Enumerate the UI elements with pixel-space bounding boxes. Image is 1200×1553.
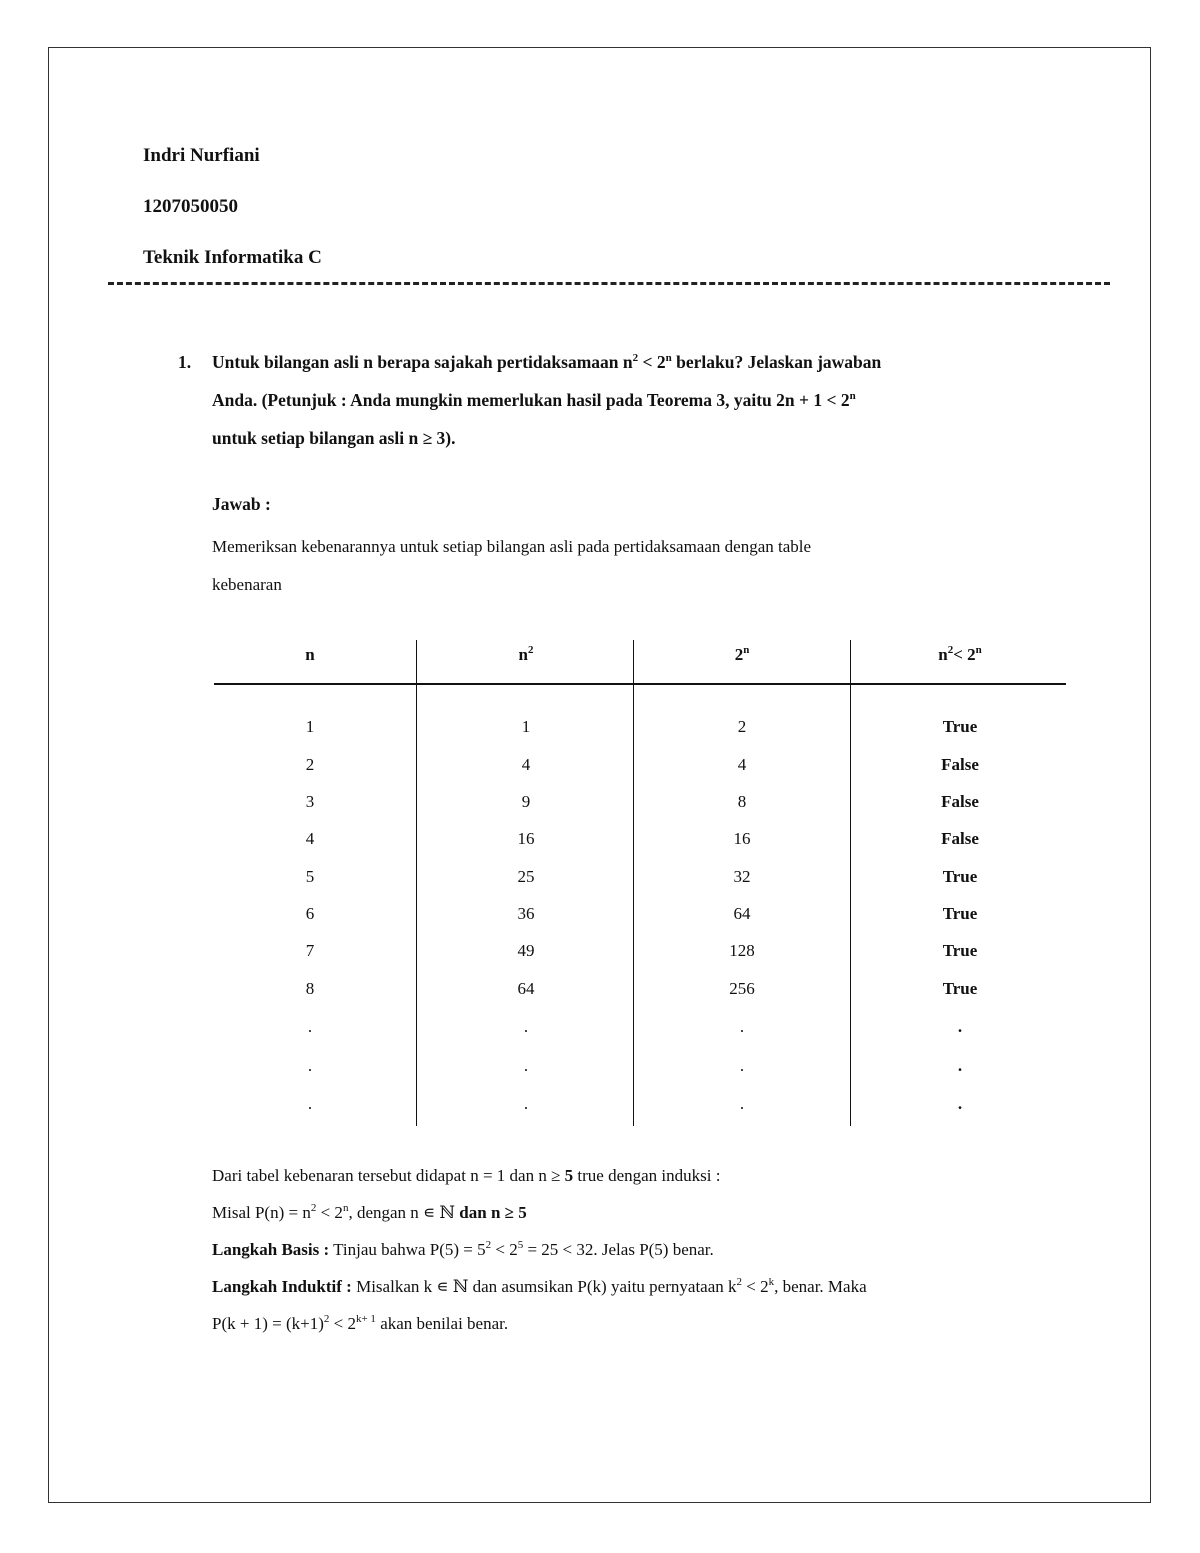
answer-heading: Jawab : xyxy=(212,494,271,514)
cell-n-squared: 25 xyxy=(517,867,535,886)
text: 5 xyxy=(564,1166,574,1185)
cell-two-pow-n: 64 xyxy=(733,904,751,923)
table-column-divider xyxy=(416,640,417,1126)
question-text-part: < 2 xyxy=(638,352,666,372)
question-text xyxy=(212,343,1058,457)
table-header-n xyxy=(210,645,410,665)
explanation-line-4 xyxy=(212,1268,1072,1305)
cell-n-squared: 1 xyxy=(521,717,531,736)
question-text-part: Untuk bilangan asli n berapa sajakah pertidaksamaan n xyxy=(212,352,633,372)
superscript: n xyxy=(665,352,672,364)
header-text: n xyxy=(938,645,948,664)
superscript: n xyxy=(342,1202,349,1214)
table-header-two-pow-n xyxy=(642,645,842,665)
separator-line xyxy=(108,282,1110,285)
question-text-part: berlaku? Jelaskan jawaban xyxy=(671,352,882,372)
induction-label: Langkah Induktif : xyxy=(212,1277,352,1296)
superscript: 2 xyxy=(310,1202,317,1214)
cell-two-pow-n: 256 xyxy=(729,979,755,998)
cell-n-squared: 36 xyxy=(517,904,535,923)
cell-two-pow-n: 4 xyxy=(737,755,747,774)
text: = 25 < 32. Jelas P(5) benar. xyxy=(523,1240,714,1259)
cell-n: 4 xyxy=(305,829,315,848)
text: P(k + 1) = (k+1) xyxy=(212,1314,324,1333)
basis-label: Langkah Basis : xyxy=(212,1240,330,1259)
question-line-1 xyxy=(212,343,1058,381)
cell-two-pow-n: 8 xyxy=(737,792,747,811)
cell-n-squared: 16 xyxy=(517,829,535,848)
cell-two-pow-n: 16 xyxy=(733,829,751,848)
superscript: 2 xyxy=(947,644,954,656)
cell-result: False xyxy=(941,792,979,811)
explanation-line-3 xyxy=(212,1231,1072,1268)
answer-intro-line-1: Memeriksan kebenarannya untuk setiap bilangan asli pada pertidaksamaan dengan table xyxy=(212,537,812,556)
cell-two-pow-n: 32 xyxy=(733,867,751,886)
table-header-comparison xyxy=(860,645,1060,665)
superscript: k xyxy=(768,1276,775,1288)
superscript: 2 xyxy=(485,1239,492,1251)
question-number: 1. xyxy=(178,352,192,372)
cell-two-pow-n: 2 xyxy=(737,717,747,736)
superscript: 2 xyxy=(736,1276,743,1288)
cell-result: True xyxy=(942,904,978,923)
cell-n-squared: 9 xyxy=(521,792,531,811)
question-text-part: Anda. (Petunjuk : Anda mungkin memerlukan hasil pada Teorema 3, yaitu 2n + 1 < 2 xyxy=(212,390,850,410)
text: Dari tabel kebenaran tersebut didapat n = 1 dan n ≥ xyxy=(212,1166,565,1185)
text: < 2 xyxy=(316,1203,343,1222)
cell-two-pow-n: . xyxy=(739,1094,745,1113)
cell-n: 6 xyxy=(305,904,315,923)
cell-n: 5 xyxy=(305,867,315,886)
student-name: Indri Nurfiani xyxy=(143,145,260,166)
cell-n: 7 xyxy=(305,941,315,960)
text: dan n ≥ 5 xyxy=(459,1203,527,1222)
table-header-n-squared xyxy=(426,645,626,665)
text: , dengan n ∊ ℕ xyxy=(348,1203,460,1222)
text: Misal P(n) = n xyxy=(212,1203,311,1222)
superscript: 2 xyxy=(323,1313,330,1325)
text: akan benilai benar. xyxy=(375,1314,509,1333)
superscript: n xyxy=(849,390,856,402)
answer-intro-line-2: kebenaran xyxy=(212,575,282,594)
text: Tinjau bahwa P(5) = 5 xyxy=(329,1240,486,1259)
text: true dengan induksi : xyxy=(573,1166,721,1185)
explanation xyxy=(212,1157,1072,1342)
cell-result: False xyxy=(941,755,979,774)
cell-n: 1 xyxy=(305,717,315,736)
cell-result: . xyxy=(957,1094,963,1113)
cell-n: 3 xyxy=(305,792,315,811)
text: < 2 xyxy=(491,1240,518,1259)
text: , benar. Maka xyxy=(774,1277,867,1296)
superscript: 2 xyxy=(632,352,639,364)
cell-two-pow-n: . xyxy=(739,1056,745,1075)
superscript: n xyxy=(975,644,982,656)
cell-n: . xyxy=(307,1056,313,1075)
question-line-3: untuk setiap bilangan asli n ≥ 3). xyxy=(212,428,456,448)
cell-n: . xyxy=(307,1094,313,1113)
explanation-line-5 xyxy=(212,1305,1072,1342)
superscript: n xyxy=(743,644,750,656)
student-id: 1207050050 xyxy=(143,196,238,217)
cell-result: True xyxy=(942,941,978,960)
cell-two-pow-n: 128 xyxy=(729,941,755,960)
program-name: Teknik Informatika C xyxy=(143,247,322,268)
header-text: n xyxy=(305,645,315,664)
cell-result: . xyxy=(957,1017,963,1036)
explanation-line-2 xyxy=(212,1194,1072,1231)
table-header-rule xyxy=(214,683,1066,685)
explanation-line-1 xyxy=(212,1157,1072,1194)
superscript: k+ 1 xyxy=(355,1313,376,1325)
header-text: n xyxy=(518,645,528,664)
cell-result: True xyxy=(942,979,978,998)
cell-two-pow-n: . xyxy=(739,1017,745,1036)
superscript: 5 xyxy=(517,1239,524,1251)
cell-n-squared: . xyxy=(523,1017,529,1036)
cell-result: True xyxy=(942,867,978,886)
header-text: < 2 xyxy=(953,645,976,664)
superscript: 2 xyxy=(527,644,534,656)
cell-n-squared: . xyxy=(523,1056,529,1075)
text: < 2 xyxy=(742,1277,769,1296)
question-line-2 xyxy=(212,381,1058,419)
cell-n-squared: 49 xyxy=(517,941,535,960)
cell-result: . xyxy=(957,1056,963,1075)
header-text: 2 xyxy=(734,645,744,664)
cell-n: . xyxy=(307,1017,313,1036)
answer-intro xyxy=(212,528,1012,604)
cell-result: False xyxy=(941,829,979,848)
cell-n-squared: . xyxy=(523,1094,529,1113)
text: Misalkan k ∊ ℕ dan asumsikan P(k) yaitu pernyataan k xyxy=(351,1277,737,1296)
cell-n-squared: 4 xyxy=(521,755,531,774)
cell-n: 8 xyxy=(305,979,315,998)
table-column-divider xyxy=(850,640,851,1126)
cell-n: 2 xyxy=(305,755,315,774)
table-column-divider xyxy=(633,640,634,1126)
text: < 2 xyxy=(329,1314,356,1333)
cell-n-squared: 64 xyxy=(517,979,535,998)
cell-result: True xyxy=(942,717,978,736)
